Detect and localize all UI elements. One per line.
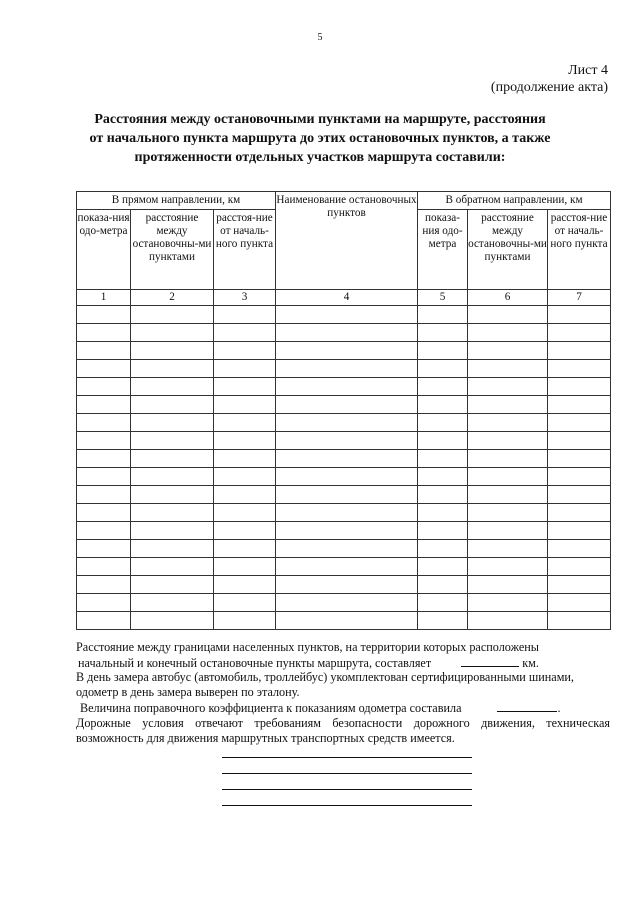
table-cell[interactable] [468, 414, 548, 432]
table-cell[interactable] [418, 306, 468, 324]
table-cell[interactable] [418, 432, 468, 450]
text-line: возможность для движения маршрутных транспортных средств имеется. [76, 731, 455, 745]
table-cell[interactable] [468, 360, 548, 378]
table-cell[interactable] [214, 576, 276, 594]
table-cell[interactable] [418, 414, 468, 432]
table-cell[interactable] [131, 504, 214, 522]
table-cell[interactable] [418, 468, 468, 486]
text-line: Дорожные условия отвечают требованиям безопасности дорожного движения, техническая [76, 716, 610, 730]
distances-table [76, 191, 611, 630]
continuation-label: (продолжение акта) [490, 80, 608, 95]
table-cell[interactable] [276, 558, 418, 576]
text-line: Расстояние между границами населенных пунктов, на территории которых расположены [76, 640, 539, 654]
table-cell[interactable] [214, 558, 276, 576]
table-cell[interactable] [468, 522, 548, 540]
table-row [77, 360, 611, 378]
table-cell[interactable] [214, 450, 276, 468]
table-cell[interactable] [548, 486, 611, 504]
table-row [77, 306, 611, 324]
table-cell[interactable] [77, 504, 131, 522]
table-cell[interactable] [214, 360, 276, 378]
forward-odometer-header: показа-ния одо-метра [77, 210, 131, 290]
table-row [77, 378, 611, 396]
table-cell[interactable] [276, 612, 418, 630]
table-cell[interactable] [548, 360, 611, 378]
table-cell[interactable] [468, 486, 548, 504]
table-cell[interactable] [418, 540, 468, 558]
table-cell[interactable] [276, 468, 418, 486]
table-cell[interactable] [131, 432, 214, 450]
table-cell[interactable] [468, 612, 548, 630]
sheet-header [491, 62, 608, 96]
coefficient-blank[interactable] [497, 700, 557, 712]
table-cell[interactable] [548, 396, 611, 414]
table-cell[interactable] [418, 522, 468, 540]
table-cell[interactable] [468, 540, 548, 558]
table-cell[interactable] [214, 378, 276, 396]
table-cell[interactable] [131, 324, 214, 342]
text-line: В день замера автобус (автомобиль, троллейбус) укомплектован сертифицированными шинами, [76, 670, 574, 684]
table-cell[interactable] [418, 486, 468, 504]
table-cell[interactable] [548, 612, 611, 630]
table-cell[interactable] [214, 324, 276, 342]
table-cell[interactable] [418, 360, 468, 378]
correction-coefficient-paragraph [76, 700, 610, 716]
table-cell[interactable] [214, 306, 276, 324]
backward-between-stops-header: расстояние между остановочны-ми пунктами [468, 210, 548, 290]
table-cell[interactable] [214, 342, 276, 360]
text-fragment: . [557, 701, 561, 715]
table-row [77, 342, 611, 360]
table-cell[interactable] [214, 414, 276, 432]
table-cell[interactable] [548, 504, 611, 522]
table-cell[interactable] [214, 522, 276, 540]
table-cell[interactable] [548, 558, 611, 576]
road-conditions-paragraph [76, 716, 610, 746]
table-cell[interactable] [77, 522, 131, 540]
table-cell[interactable] [131, 486, 214, 504]
table-row [77, 612, 611, 630]
table-cell[interactable] [548, 540, 611, 558]
table-cell[interactable] [276, 396, 418, 414]
table-cell[interactable] [214, 486, 276, 504]
table-row [77, 468, 611, 486]
table-cell[interactable] [77, 558, 131, 576]
table-cell[interactable] [548, 594, 611, 612]
title-line-3: протяженности отдельных участков маршрута составили: [134, 150, 506, 165]
table-cell[interactable] [548, 306, 611, 324]
table-cell[interactable] [418, 450, 468, 468]
column-number: 5 [418, 290, 468, 306]
signature-line[interactable] [222, 757, 472, 758]
table-cell[interactable] [131, 540, 214, 558]
table-cell[interactable] [77, 396, 131, 414]
table-row [77, 504, 611, 522]
table-cell[interactable] [276, 360, 418, 378]
table-cell[interactable] [276, 378, 418, 396]
table-cell[interactable] [418, 504, 468, 522]
table-cell[interactable] [418, 612, 468, 630]
table-cell[interactable] [276, 414, 418, 432]
table-cell[interactable] [468, 468, 548, 486]
table-row [77, 396, 611, 414]
table-cell[interactable] [548, 432, 611, 450]
table-cell[interactable] [214, 594, 276, 612]
table-row [77, 414, 611, 432]
table-cell[interactable] [468, 324, 548, 342]
table-cell[interactable] [418, 342, 468, 360]
table-cell[interactable] [131, 612, 214, 630]
table-cell[interactable] [468, 558, 548, 576]
backward-direction-header: В обратном направлении, км [418, 192, 611, 210]
table-cell[interactable] [77, 612, 131, 630]
backward-from-start-header: расстоя-ние от началь-ного пункта [548, 210, 611, 290]
table-cell[interactable] [276, 540, 418, 558]
table-cell[interactable] [418, 594, 468, 612]
table-cell[interactable] [214, 504, 276, 522]
title-line-2: от начального пункта маршрута до этих остановочных пунктов, а также [89, 131, 551, 146]
tires-paragraph [76, 670, 610, 700]
table-cell[interactable] [418, 396, 468, 414]
table-cell[interactable] [131, 522, 214, 540]
table-cell[interactable] [276, 522, 418, 540]
table-row [77, 558, 611, 576]
table-cell[interactable] [548, 576, 611, 594]
boundary-distance-paragraph [76, 640, 610, 671]
table-row [77, 450, 611, 468]
table-cell[interactable] [548, 522, 611, 540]
stop-name-header: Наименование остановочных пунктов [276, 192, 418, 290]
table-cell[interactable] [548, 414, 611, 432]
table-cell[interactable] [131, 342, 214, 360]
table-cell[interactable] [77, 486, 131, 504]
table-cell[interactable] [548, 378, 611, 396]
column-number: 6 [468, 290, 548, 306]
table-cell[interactable] [77, 378, 131, 396]
text-line [76, 655, 610, 671]
table-cell[interactable] [276, 432, 418, 450]
table-cell[interactable] [468, 504, 548, 522]
column-number: 3 [214, 290, 276, 306]
forward-from-start-header: расстоя-ние от началь-ного пункта [214, 210, 276, 290]
table-cell[interactable] [418, 558, 468, 576]
table-cell[interactable] [214, 540, 276, 558]
table-row [77, 594, 611, 612]
table-cell[interactable] [418, 324, 468, 342]
table-cell[interactable] [77, 324, 131, 342]
column-number: 4 [276, 290, 418, 306]
table-cell[interactable] [276, 342, 418, 360]
table-cell[interactable] [276, 450, 418, 468]
signature-line[interactable] [222, 805, 472, 806]
table-cell[interactable] [131, 414, 214, 432]
table-cell[interactable] [77, 360, 131, 378]
table-cell[interactable] [468, 594, 548, 612]
table-cell[interactable] [131, 360, 214, 378]
table-cell[interactable] [77, 342, 131, 360]
forward-direction-header: В прямом направлении, км [77, 192, 276, 210]
table-cell[interactable] [214, 432, 276, 450]
table-cell[interactable] [468, 378, 548, 396]
table-cell[interactable] [214, 612, 276, 630]
table-cell[interactable] [131, 594, 214, 612]
table-cell[interactable] [468, 306, 548, 324]
unit-label: км. [522, 656, 539, 670]
table-cell[interactable] [418, 576, 468, 594]
table-cell[interactable] [548, 468, 611, 486]
table-cell[interactable] [131, 378, 214, 396]
signature-line[interactable] [222, 773, 472, 774]
table-cell[interactable] [131, 558, 214, 576]
table-cell[interactable] [131, 306, 214, 324]
table-cell[interactable] [77, 450, 131, 468]
table-row [77, 432, 611, 450]
table-cell[interactable] [468, 576, 548, 594]
table-cell[interactable] [77, 432, 131, 450]
table-cell[interactable] [468, 450, 548, 468]
table-cell[interactable] [548, 342, 611, 360]
table-cell[interactable] [77, 594, 131, 612]
table-cell[interactable] [131, 468, 214, 486]
column-number: 7 [548, 290, 611, 306]
table-cell[interactable] [77, 540, 131, 558]
table-cell[interactable] [468, 396, 548, 414]
table-row [77, 522, 611, 540]
title-line-1: Расстояния между остановочными пунктами на маршруте, расстояния [94, 112, 546, 127]
column-number: 2 [131, 290, 214, 306]
table-cell[interactable] [468, 342, 548, 360]
table-row [77, 324, 611, 342]
column-number: 1 [77, 290, 131, 306]
backward-odometer-header: показа-ния одо-метра [418, 210, 468, 290]
table-cell[interactable] [548, 324, 611, 342]
text-fragment: Величина поправочного коэффициента к показаниям одометра составила [80, 701, 462, 715]
table-cell[interactable] [276, 306, 418, 324]
table-cell[interactable] [276, 504, 418, 522]
sheet-label: Лист 4 [568, 63, 608, 78]
forward-between-stops-header: расстояние между остановочны-ми пунктами [131, 210, 214, 290]
table-cell[interactable] [77, 306, 131, 324]
signature-line[interactable] [222, 789, 472, 790]
table-cell[interactable] [276, 576, 418, 594]
table-cell[interactable] [77, 468, 131, 486]
table-cell[interactable] [418, 378, 468, 396]
section-title [40, 110, 600, 167]
table-cell[interactable] [131, 396, 214, 414]
table-cell[interactable] [131, 450, 214, 468]
table-cell[interactable] [548, 450, 611, 468]
table-cell[interactable] [131, 576, 214, 594]
distance-blank[interactable] [461, 655, 519, 667]
table-cell[interactable] [276, 486, 418, 504]
table-row [77, 486, 611, 504]
text-line [76, 700, 610, 716]
table-cell[interactable] [77, 414, 131, 432]
table-cell[interactable] [276, 324, 418, 342]
table-cell[interactable] [468, 432, 548, 450]
table-cell[interactable] [214, 396, 276, 414]
table-row [77, 576, 611, 594]
table-row [77, 540, 611, 558]
table-cell[interactable] [276, 594, 418, 612]
table-cell[interactable] [214, 468, 276, 486]
page-number: 5 [317, 32, 323, 43]
text-fragment: начальный и конечный остановочные пункты маршрута, составляет [78, 656, 432, 670]
text-line: одометр в день замера выверен по эталону. [76, 685, 300, 699]
table-cell[interactable] [77, 576, 131, 594]
